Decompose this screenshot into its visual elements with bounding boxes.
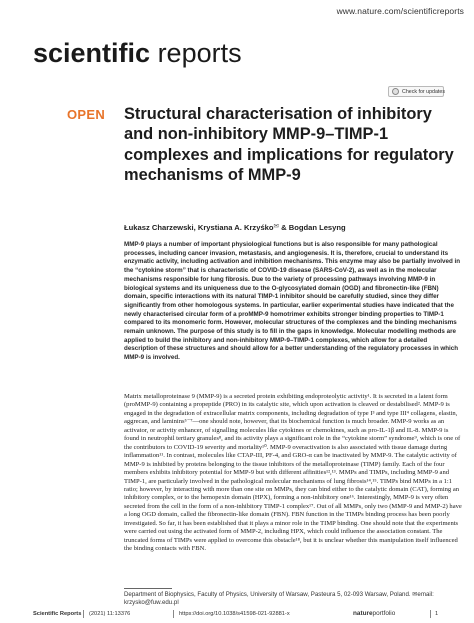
masthead-bold: scientific bbox=[33, 38, 151, 68]
footer-divider bbox=[430, 610, 431, 618]
check-for-updates-button[interactable] bbox=[388, 86, 444, 97]
affiliation: Department of Biophysics, Faculty of Physics, University of Warsaw, Pasteura 5, 02-093 Warsaw, Poland. ✉email: krzysko@fuw.edu.pl bbox=[124, 591, 434, 607]
article-title: Structural characterisation of inhibitory and non-inhibitory MMP-9–TIMP-1 complexes and implications for regulatory mechanisms of MMP-9 bbox=[124, 105, 454, 185]
page-number: 1 bbox=[435, 611, 439, 617]
footer-divider bbox=[83, 610, 84, 618]
page-footer bbox=[33, 611, 443, 621]
authors-tail: & Bogdan Lesyng bbox=[279, 223, 346, 232]
footer-citation: (2021) 11:13376 bbox=[89, 611, 131, 617]
introduction-paragraph: Matrix metalloproteinase 9 (MMP-9) is a secreted protein exhibiting endoproteolytic activity¹. It is secreted in a latent form (proMMP-9) containing a propeptide (PRO) in its catalytic site, which upon activation is cleaved or destabilised². MMP-9 is engaged in the degradation of extracellular matrix components, including degradation of type I³ and type III⁴ collagens, elastin, aggrecan, and laminins⁵⁻⁷—one should note, however, that its biochemical function is much broader. MMP-9 works as an activator, or activity enhancer, of signalling molecules like cytokines or chemokines, such as pro-IL-1β and IL-8. MMP-9 is found in neutrophil tertiary granules⁸, and its activity plays a significant role in the “cytokine storm” syndrome⁹, which is one of the contributors to COVID-19 severity and mortality¹⁰. MMP-9 overactivation is also associated with tissue damage during inflammation¹¹. In contrast, molecules like CTAP-III, PF-4, and GRO-α can be inactivated by MMP-9. The catalytic activity of MMP-9 is inhibited by proteins belonging to the tissue inhibitors of the metalloproteinase (TIMP) family. Each of the four members exhibits inhibitory potential for MMP-9 but with different affinities¹²,¹³. MMPs and TIMPs, including MMP-9 and TIMP-1, are particularly involved in the pathological molecular mechanisms of lung fibrosis¹⁴,¹⁵. TIMPs bind MMPs in a 1:1 ratio; however, by interacting with more than one site on MMPs, they can bind either to the catalytic domain (CAT), forming an inhibitory complex, or to the hemopexin domain (HPX), forming a non-inhibitory one¹⁶. Interestingly, MMP-9 is very often secreted from the cell in the form of a non-inhibitory TIMP-1 complex¹⁷. Out of all MMPs, only two (MMP-9 and MMP-2) have a long OGD domain, called the fibronectin-like domain (FBN). FBN function in the TIMPs binding process has been poorly investigated. So far, it has been established that it plays a minor role in the TIMP binding. One should note that the experiments were carried out using the activated form of MMP-2, including HPX, which could influence the association constant. The truncated forms of TIMPs were applied to overcome this obstacle¹⁸, but it is unclear whether this manipulation itself influenced the binding contacts with FBN. bbox=[124, 393, 462, 553]
crossmark-icon bbox=[392, 88, 399, 95]
mail-icon[interactable]: ✉ bbox=[273, 223, 279, 230]
open-access-label: OPEN bbox=[67, 107, 106, 122]
authors-text: Łukasz Charzewski, Krystiana A. Krzyśko bbox=[124, 223, 274, 232]
masthead-light: reports bbox=[157, 38, 242, 68]
affiliation-divider bbox=[124, 588, 172, 589]
footer-divider bbox=[173, 610, 174, 618]
journal-url-link[interactable]: www.nature.com/scientificreports bbox=[336, 6, 464, 16]
top-bar bbox=[0, 0, 474, 20]
doi-link[interactable]: https://doi.org/10.1038/s41598-021-92881-x bbox=[179, 611, 290, 617]
abstract: MMP-9 plays a number of important physiological functions but is also responsible for many pathological processes, including cancer invasion, metastasis, and angiogenesis. It is, therefore, crucial to understand its enzymatic activity, including activation and inhibition mechanisms. This enzyme may also be partially involved in the “cytokine storm” that is characteristic of COVID-19 disease (SARS-CoV-2), as well as in the molecular mechanisms responsible for lung fibrosis. Due to the variety of processing pathways involving MMP-9 in biological systems and its uniqueness due to the O-glycosylated domain (OGD) and fibronectin-like (FBN) domain, specific interactions with its natural TIMP-1 inhibitor should be carefully studied, since they differ significantly from other homologous systems. In particular, earlier experimental studies have indicated that the newly characterised circular form of a proMMP-9 homotrimer exhibits stronger binding properties to TIMP-1 compared to its monomeric form. However, molecular structures of the complexes and the binding mechanisms remain unknown. The purpose of this study is to fill in the gaps in knowledge. Molecular modelling methods are applied to build the inhibitory and non-inhibitory MMP-9–TIMP-1 complexes, which allow for a detailed description of these structures and should allow for a better understanding of the regulatory processes in which MMP-9 is involved. bbox=[124, 241, 461, 362]
author-list bbox=[124, 222, 346, 232]
publisher-logo bbox=[353, 610, 395, 617]
publisher-bold: nature bbox=[353, 610, 373, 617]
publisher-light: portfolio bbox=[372, 610, 396, 617]
footer-journal: Scientific Reports bbox=[33, 611, 82, 617]
journal-masthead[interactable] bbox=[33, 38, 242, 68]
check-for-updates-label: Check for updates bbox=[402, 88, 445, 95]
